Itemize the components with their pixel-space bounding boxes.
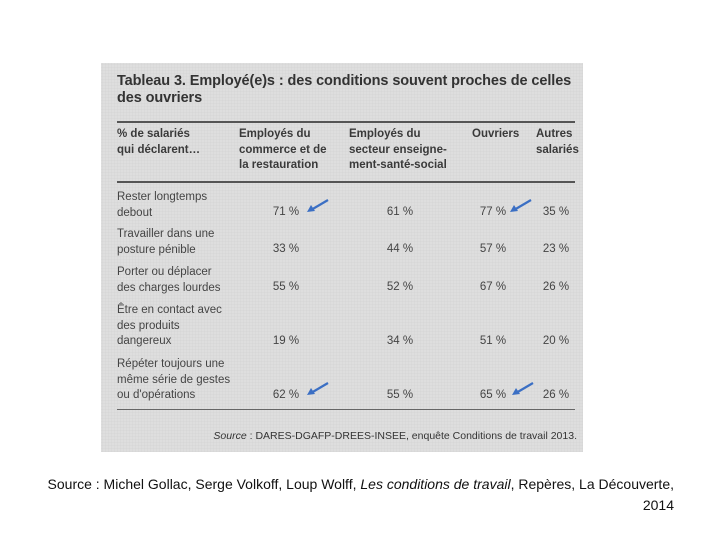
cell-value: 67 %: [479, 281, 507, 293]
caption-prefix: Source : Michel Gollac, Serge Volkoff, Loup Wolff,: [47, 476, 361, 492]
cell-value: 44 %: [386, 243, 414, 255]
cell-value: 57 %: [479, 243, 507, 255]
row-label: Être en contact avec des produits dangereux: [117, 304, 222, 347]
column-header-commerce: Employés du commerce et de la restauration: [239, 128, 327, 171]
row-label: Porter ou déplacer des charges lourdes: [117, 266, 221, 294]
slide-caption: [34, 474, 674, 516]
cell-value: 65 %: [479, 389, 507, 401]
cell-value: 77 %: [479, 206, 507, 218]
column-header-enseignement: Employés du secteur enseigne- ment-santé-social: [349, 128, 447, 171]
cell-value: 26 %: [542, 389, 570, 401]
caption-book-title: Les conditions de travail: [360, 476, 511, 492]
column-header-label: % de salariés qui déclarent…: [117, 128, 201, 156]
table-source-text: : DARES-DGAFP-DREES-INSEE, enquête Conditions de travail 2013.: [246, 430, 577, 442]
cell-value: 19 %: [272, 335, 300, 347]
header-top-rule: [117, 121, 575, 123]
scanned-table-image: [101, 63, 583, 452]
cell-value: 55 %: [272, 281, 300, 293]
table-bottom-rule: [117, 409, 575, 410]
highlight-arrow-icon: [511, 382, 535, 396]
header-bottom-rule: [117, 181, 575, 183]
cell-value: 55 %: [386, 389, 414, 401]
cell-value: 51 %: [479, 335, 507, 347]
column-header-ouvriers: Ouvriers: [472, 128, 520, 140]
row-label: Rester longtemps debout: [117, 191, 208, 219]
cell-value: 20 %: [542, 335, 570, 347]
highlight-arrow-icon: [509, 199, 533, 213]
highlight-arrow-icon: [306, 199, 330, 213]
cell-value: 33 %: [272, 243, 300, 255]
table-title: Tableau 3. Employé(e)s : des conditions souvent proches de celles des ouvriers: [117, 73, 572, 106]
column-header-autres: Autres salariés: [536, 128, 579, 156]
cell-value: 71 %: [272, 206, 300, 218]
caption-suffix: , Repères, La Découverte, 2014: [510, 476, 674, 513]
cell-value: 52 %: [386, 281, 414, 293]
cell-value: 23 %: [542, 243, 570, 255]
cell-value: 26 %: [542, 281, 570, 293]
cell-value: 35 %: [542, 206, 570, 218]
cell-value: 62 %: [272, 389, 300, 401]
cell-value: 61 %: [386, 206, 414, 218]
table-source-note: [213, 430, 577, 442]
highlight-arrow-icon: [306, 382, 330, 396]
row-label: Répéter toujours une même série de gestes ou d'opérations: [117, 358, 231, 401]
cell-value: 34 %: [386, 335, 414, 347]
table-source-label: Source: [213, 430, 247, 442]
row-label: Travailler dans une posture pénible: [117, 228, 215, 256]
